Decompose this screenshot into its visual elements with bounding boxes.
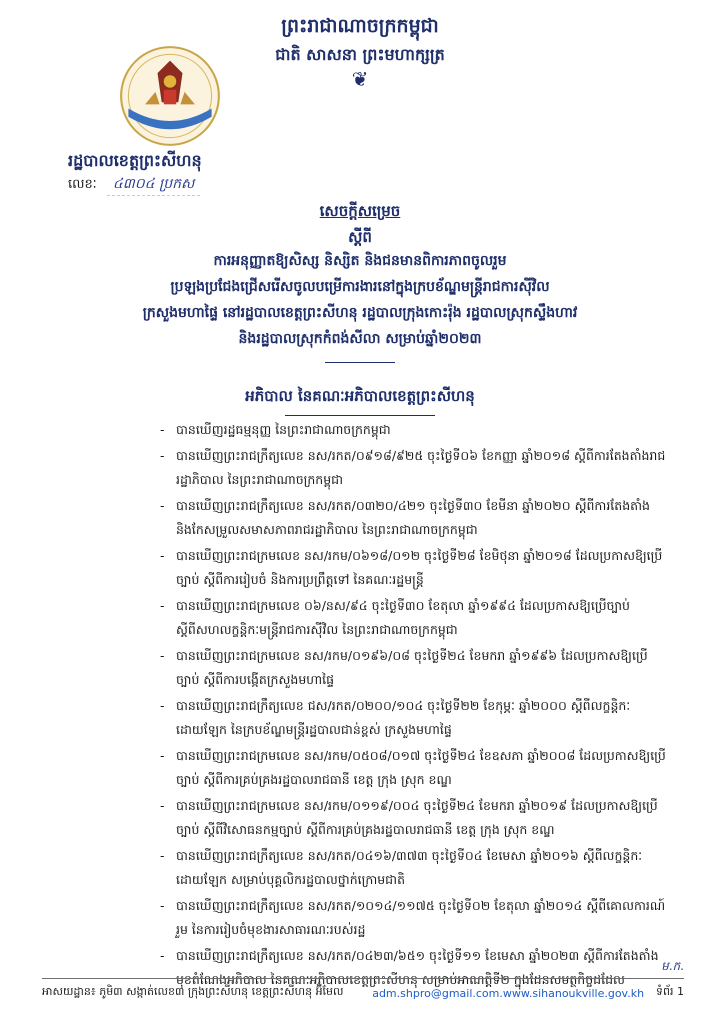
decision-subject-line: និងរដ្ឋបាលស្រុកកំពង់សីលា សម្រាប់ឆ្នាំ២០២៣ xyxy=(238,331,482,347)
list-item: - បានឃើញព្រះរាជក្រឹត្យលេខ នស/រកត/០៩១៨/៩២៥ ចុះថ្ងៃទី០៦ ខែកញ្ញា ឆ្នាំ២០១៨ ស្ដីពីការតែងតាំងរាជរដ្ឋាភិបាល នៃព្រះរាជាណាចក្រកម្ពុជា xyxy=(160,444,668,492)
list-item: - បានឃើញរដ្ឋធម្មនុញ្ញ នៃព្រះរាជាណាចក្រកម្ពុជា xyxy=(160,418,668,442)
list-item: - បានឃើញព្រះរាជក្រមលេខ នស/រកម/០៦១៨/០១២ ចុះថ្ងៃទី២៨ ខែមិថុនា ឆ្នាំ២០១៨ ដែលប្រកាសឱ្យប្រើច្បាប់ ស្ដីពីការរៀបចំ និងការប្រព្រឹត្តទៅ នៃគណៈរដ្ឋមន្ត្រី xyxy=(160,544,668,592)
kingdom-header xyxy=(0,12,720,91)
decision-subject-line: ក្រសួងមហាផ្ទៃ នៅរដ្ឋបាលខេត្តព្រះសីហនុ រដ្ឋបាលក្រុងកោះរ៉ុង រដ្ឋបាលស្រុកស្ទឹងហាវ xyxy=(142,305,578,321)
title-divider xyxy=(325,362,395,363)
list-item: - បានឃើញព្រះរាជក្រឹត្យលេខ ជស/រកត/០២០០/១០៤ ចុះថ្ងៃទី២២ ខែកុម្ភៈ ឆ្នាំ២០០០ ស្ដីពីលក្ខន្តិកៈដោយឡែក នៃក្របខ័ណ្ឌមន្ត្រីរដ្ឋបាលជាន់ខ្ពស់ ក្រសួងមហាផ្ទៃ xyxy=(160,694,668,742)
list-item: - បានឃើញព្រះរាជក្រឹត្យលេខ នស/រកត/០៤២៣/៦៥១ ចុះថ្ងៃទី១១ ខែមេសា ឆ្នាំ២០២៣ ស្ដីពីការតែងតាំងមុខតំណែងអភិបាល នៃគណៈអភិបាលខេត្តព្រះសីហនុ សម្រាប់អាណត្តិទី២ ក្នុងដែនសមត្ថកិច្ចដដែល xyxy=(160,944,668,992)
decision-subject-line: ការអនុញ្ញាតឱ្យសិស្ស និស្សិត និងជនមានពិការភាពចូលរួម xyxy=(213,253,507,269)
issuer-name: រដ្ឋបាលខេត្តព្រះសីហនុ xyxy=(68,151,202,170)
issuing-authority xyxy=(0,387,720,416)
list-item: - បានឃើញព្រះរាជក្រឹត្យលេខ នស/រកត/១០១៤/១១៧៥ ចុះថ្ងៃទី០២ ខែតុលា ឆ្នាំ២០១៤ ស្ដីពីគោលការណ៍រួម នៃការរៀបចំមុខងារសាធារណៈរបស់រដ្ឋ xyxy=(160,894,668,942)
ornament-icon: ❦ xyxy=(351,67,369,91)
decision-title xyxy=(40,200,680,363)
list-item: - បានឃើញព្រះរាជក្រមលេខ ០៦/នស/៩៤ ចុះថ្ងៃទី៣០ ខែតុលា ឆ្នាំ១៩៩៤ ដែលប្រកាសឱ្យប្រើច្បាប់ ស្ដីពីសហលក្ខន្តិកៈមន្ត្រីរាជការស៊ីវិល នៃព្រះរាជាណាចក្រកម្ពុជា xyxy=(160,594,668,642)
list-item: - បានឃើញព្រះរាជក្រមលេខ នស/រកម/០១៩៦/០៨ ចុះថ្ងៃទី២៤ ខែមករា ឆ្នាំ១៩៩៦ ដែលប្រកាសឱ្យប្រើច្បាប់ ស្ដីពីការបង្កើតក្រសួងមហាផ្ទៃ xyxy=(160,644,668,692)
authority-underline xyxy=(285,415,435,416)
document-number-label: លេខៈ xyxy=(68,177,97,192)
list-item: - បានឃើញព្រះរាជក្រឹត្យលេខ នស/រកត/០៣២០/៤២១ ចុះថ្ងៃទី៣០ ខែមីនា ឆ្នាំ២០២០ ស្ដីពីការតែងតាំង និងកែសម្រួលសមាសភាពរាជរដ្ឋាភិបាល នៃព្រះរាជាណាចក្រកម្ពុជា xyxy=(160,494,668,542)
national-motto: ជាតិ សាសនា ព្រះមហាក្សត្រ xyxy=(275,45,445,64)
footer-contact-link[interactable]: adm.shpro@gmail.com.www.sihanoukville.gov.kh xyxy=(372,986,645,1000)
decision-subject-line: ប្រឡងប្រជែងជ្រើសរើសចូលបម្រើការងារនៅក្នុងក្របខ័ណ្ឌមន្ត្រីរាជការស៊ីវិល xyxy=(170,279,550,295)
provincial-seal-icon xyxy=(118,44,222,148)
list-item: - បានឃើញព្រះរាជក្រមលេខ នស/រកម/០១១៩/០០៤ ចុះថ្ងៃទី២៤ ខែមករា ឆ្នាំ២០១៩ ដែលប្រកាសឱ្យប្រើច្បាប់ ស្ដីពីវិសោធនកម្មច្បាប់ ស្ដីពីការគ្រប់គ្រងរដ្ឋបាលរាជធានី ខេត្ត ក្រុង ស្រុក ខណ្ឌ xyxy=(160,794,668,842)
decision-type: សេចក្ដីសម្រេច xyxy=(319,202,401,220)
considerations-list xyxy=(160,418,668,994)
issuing-authority-label: អភិបាល នៃគណៈអភិបាលខេត្តព្រះសីហនុ xyxy=(245,387,475,405)
decision-about: ស្ដីពី xyxy=(348,228,372,246)
list-item: - បានឃើញព្រះរាជក្រមលេខ នស/រកម/០៥០៨/០១៧ ចុះថ្ងៃទី២៤ ខែឧសភា ឆ្នាំ២០០៨ ដែលប្រកាសឱ្យប្រើច្បាប់ ស្ដីពីការគ្រប់គ្រងរដ្ឋបាលរាជធានី ខេត្ត ក្រុង ស្រុក ខណ្ឌ xyxy=(160,744,668,792)
page-number: ទំព័រ 1 xyxy=(656,985,684,998)
initials-mark: ម.ក. xyxy=(661,959,684,973)
kingdom-title: ព្រះរាជាណាចក្រកម្ពុជា xyxy=(281,15,439,37)
document-number-value: ៤៣០៤ ប្រកស xyxy=(107,174,200,196)
footer-address: អាសយដ្ឋាន៖ ភូមិ៣ សង្កាត់លេខ៣ ក្រុងព្រះសីហនុ ខេត្តព្រះសីហនុ អ៊ីមែល xyxy=(42,985,344,998)
page-footer xyxy=(42,978,684,1001)
list-item: - បានឃើញព្រះរាជក្រឹត្យលេខ នស/រកត/០៤១៦/៣៧៣ ចុះថ្ងៃទី០៤ ខែមេសា ឆ្នាំ២០១៦ ស្ដីពីលក្ខន្តិកៈដោយឡែក សម្រាប់បុគ្គលិករដ្ឋបាលថ្នាក់ក្រោមជាតិ xyxy=(160,844,668,892)
document-number xyxy=(68,174,200,196)
